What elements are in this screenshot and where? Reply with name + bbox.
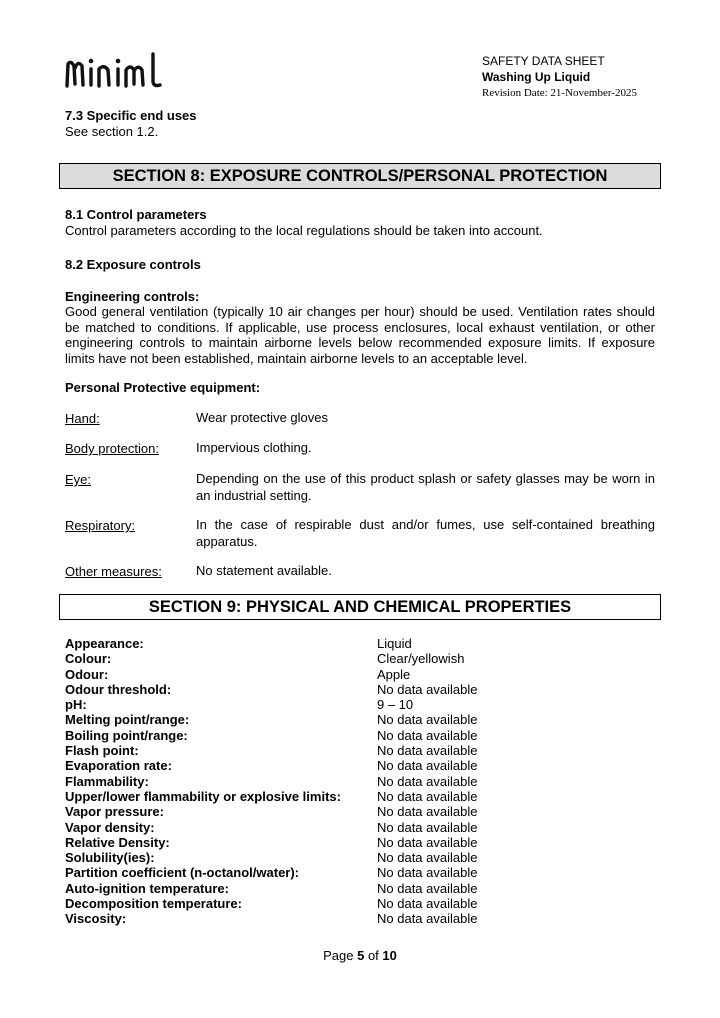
property-name: pH: (65, 697, 87, 713)
property-row (65, 804, 655, 819)
property-row (65, 743, 655, 758)
property-row (65, 850, 655, 865)
property-name: Appearance: (65, 636, 144, 651)
property-value: No data available (377, 681, 478, 697)
property-value: No data available (377, 788, 478, 804)
property-name: Flammability: (65, 773, 149, 789)
ppe-text-eye: Depending on the use of this product splash or safety glasses may be worn in an industrial setting. (196, 471, 655, 503)
property-value: No data available (377, 743, 478, 759)
property-row (65, 881, 655, 896)
property-value: No data available (377, 819, 478, 835)
s73-heading: 7.3 Specific end uses (65, 108, 197, 123)
property-name: Upper/lower flammability or explosive limits: (65, 788, 341, 804)
ppe-heading: Personal Protective equipment: (65, 380, 261, 395)
page-footer (0, 948, 720, 963)
property-row (65, 835, 655, 850)
property-name: Melting point/range: (65, 712, 190, 728)
property-value: No data available (377, 804, 478, 820)
property-row (65, 682, 655, 697)
property-value: No data available (377, 880, 478, 896)
property-row (65, 896, 655, 911)
property-name: Vapor pressure: (65, 804, 164, 820)
ppe-text-hand: Wear protective gloves (196, 410, 328, 425)
product-name: Washing Up Liquid (482, 70, 591, 84)
property-value: No data available (377, 758, 478, 774)
property-row (65, 697, 655, 712)
property-name: Evaporation rate: (65, 758, 172, 774)
property-value: No data available (377, 773, 478, 789)
property-name: Solubility(ies): (65, 850, 155, 866)
s81-text: Control parameters according to the local regulations should be taken into account. (65, 223, 543, 238)
property-name: Flash point: (65, 743, 139, 759)
engineering-text: Good general ventilation (typically 10 air changes per hour) should be used. Ventilation rates should be matched to conditions. If applicable, use process enclosures, local exhaust ventilation, or other engineering controls to maintain airborne levels below recommended exposure limits. If exposure limits have not been established, maintain airborne levels to an acceptable level. (65, 304, 655, 366)
property-value: Clear/yellowish (377, 651, 465, 667)
property-row (65, 758, 655, 773)
property-name: Auto-ignition temperature: (65, 880, 229, 896)
revision-date: Revision Date: 21-November-2025 (482, 87, 637, 99)
property-value: Apple (377, 666, 411, 682)
miniml-logo (64, 50, 176, 92)
property-row (65, 865, 655, 880)
property-value: No data available (377, 911, 478, 927)
ppe-text-respiratory: In the case of respirable dust and/or fumes, use self-contained breathing apparatus. (196, 517, 655, 549)
page-number: 5 (357, 948, 365, 963)
ppe-label-eye: Eye: (65, 472, 92, 487)
ppe-label-respiratory: Respiratory: (65, 518, 136, 533)
property-row (65, 911, 655, 926)
property-value: No data available (377, 850, 478, 866)
page-word: Page (323, 948, 354, 963)
property-row (65, 789, 655, 804)
s73-text: See section 1.2. (65, 124, 159, 139)
property-row (65, 820, 655, 835)
property-name: Partition coefficient (n-octanol/water): (65, 865, 300, 881)
property-name: Vapor density: (65, 819, 155, 835)
of-word: of (367, 948, 379, 963)
ppe-text-body: Impervious clothing. (196, 440, 312, 455)
engineering-heading: Engineering controls: (65, 289, 200, 304)
property-name: Odour: (65, 666, 109, 682)
section8-title: SECTION 8: EXPOSURE CONTROLS/PERSONAL PROTECTION (59, 163, 661, 189)
page-total: 10 (382, 948, 397, 963)
property-name: Decomposition temperature: (65, 896, 242, 912)
doc-type: SAFETY DATA SHEET (482, 54, 605, 68)
property-name: Relative Density: (65, 834, 170, 850)
property-value: No data available (377, 896, 478, 912)
section9-title: SECTION 9: PHYSICAL AND CHEMICAL PROPERTIES (59, 594, 661, 620)
property-value: No data available (377, 712, 478, 728)
ppe-label-hand: Hand: (65, 411, 100, 426)
property-row (65, 728, 655, 743)
property-name: Boiling point/range: (65, 727, 188, 743)
property-value: 9 – 10 (377, 697, 414, 713)
ppe-label-body: Body protection: (65, 441, 159, 456)
s81-heading: 8.1 Control parameters (65, 207, 207, 222)
property-row (65, 651, 655, 666)
properties-table (65, 636, 655, 927)
property-value: Liquid (377, 636, 412, 651)
s82-heading: 8.2 Exposure controls (65, 257, 201, 272)
ppe-label-other: Other measures: (65, 564, 162, 579)
property-value: No data available (377, 727, 478, 743)
property-row (65, 712, 655, 727)
ppe-text-other: No statement available. (196, 563, 332, 578)
property-name: Odour threshold: (65, 681, 172, 697)
property-name: Colour: (65, 651, 112, 667)
property-value: No data available (377, 834, 478, 850)
property-row (65, 636, 655, 651)
property-name: Viscosity: (65, 911, 127, 927)
property-value: No data available (377, 865, 478, 881)
property-row (65, 774, 655, 789)
property-row (65, 667, 655, 682)
